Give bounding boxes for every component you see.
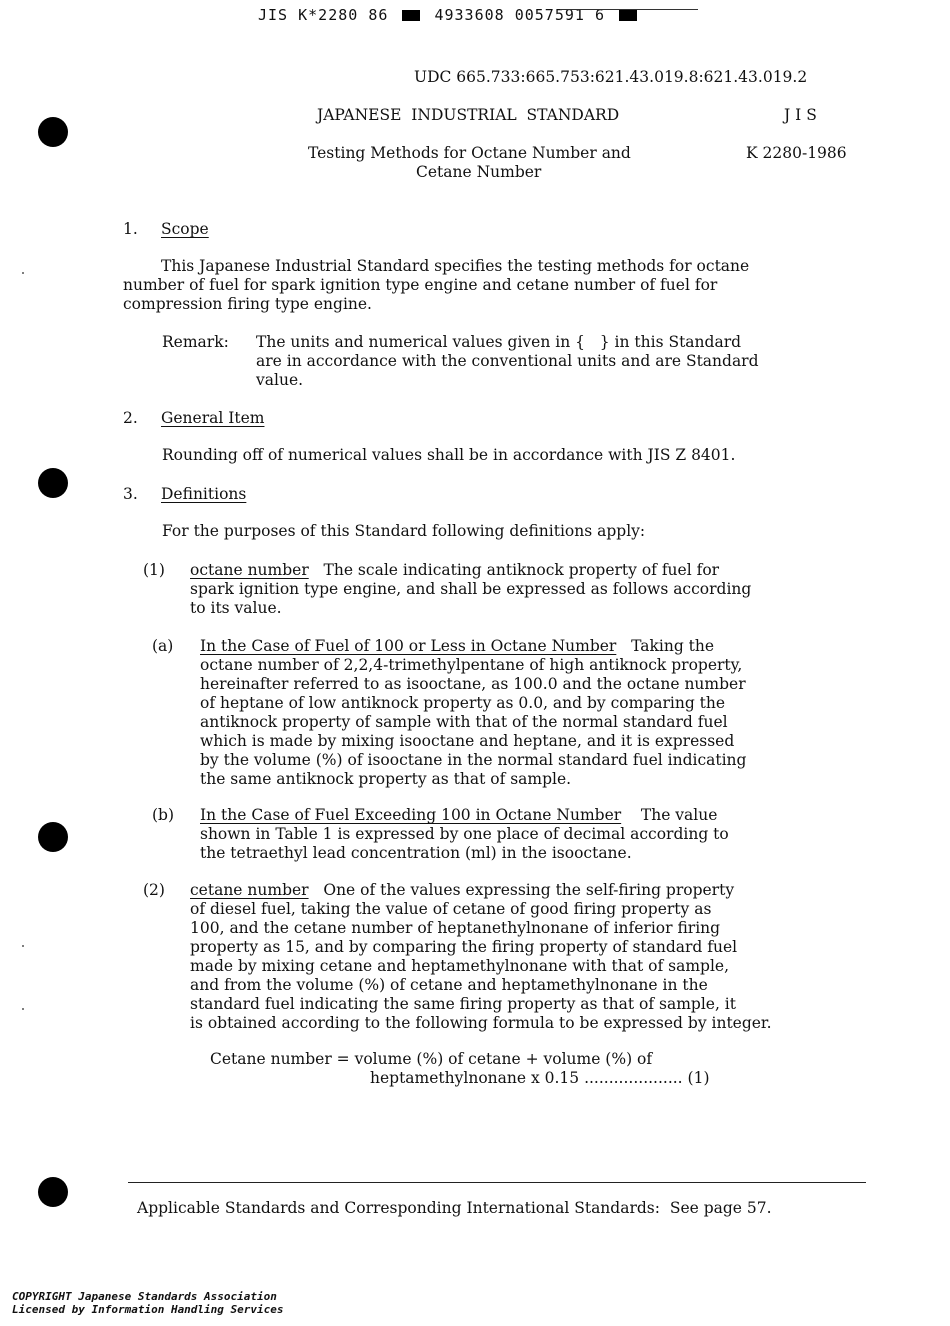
section-number: 1.	[123, 220, 138, 238]
copyright-notice	[12, 1290, 284, 1316]
item2-line: One of the values expressing the self-firing property	[323, 881, 735, 899]
standard-number: K 2280-1986	[746, 144, 847, 162]
scope-body	[123, 257, 863, 314]
item1-line: spark ignition type engine, and shall be expressed as follows according	[190, 580, 752, 598]
section-scope-heading	[123, 220, 209, 239]
standard-title-line1: Testing Methods for Octane Number and	[308, 144, 631, 162]
item-b-label: (b)	[152, 806, 175, 824]
standard-type: JAPANESE INDUSTRIAL STANDARD	[317, 106, 620, 124]
scan-header-left: JIS K*2280 86	[258, 6, 389, 24]
item2-line: standard fuel indicating the same firing property as that of sample, it	[190, 995, 736, 1013]
scope-line: This Japanese Industrial Standard specifies the testing methods for octane	[161, 257, 750, 275]
speck	[22, 1008, 24, 1010]
jis-label: J I S	[784, 106, 817, 124]
item2-line: made by mixing cetane and heptamethylnonane with that of sample,	[190, 957, 730, 975]
item-b-body	[200, 806, 860, 863]
punch-hole-1	[38, 117, 68, 147]
item2-line: and from the volume (%) of cetane and heptamethylnonane in the	[190, 976, 708, 994]
item2-body	[190, 881, 880, 1033]
item-a-line: octane number of 2,2,4-trimethylpentane of high antiknock property,	[200, 656, 743, 674]
section-definitions-heading	[123, 485, 246, 504]
item-b-term: In the Case of Fuel Exceeding 100 in Octane Number	[200, 806, 622, 824]
section-title: General Item	[161, 409, 265, 427]
item1-term: octane number	[190, 561, 309, 579]
remark-line: The units and numerical values given in { } in this Standard	[256, 333, 742, 351]
item2-line: 100, and the cetane number of heptanethylnonane of inferior firing	[190, 919, 721, 937]
speck	[22, 272, 24, 274]
formula-line2: heptamethylnonane x 0.15 .................... (1)	[370, 1069, 710, 1087]
formula-line1: Cetane number = volume (%) of cetane + volume (%) of	[210, 1050, 653, 1068]
section-number: 3.	[123, 485, 138, 503]
item-a-line: Taking the	[631, 637, 715, 655]
punch-hole-3	[38, 822, 68, 852]
item-a-line: the same antiknock property as that of sample.	[200, 770, 572, 788]
item1-label: (1)	[143, 561, 165, 579]
scan-header-middle: 4933608 0057591 6	[434, 6, 605, 24]
applicable-standards-note: Applicable Standards and Corresponding International Standards: See page 57.	[137, 1199, 772, 1217]
item-b-line: shown in Table 1 is expressed by one place of decimal according to	[200, 825, 729, 843]
item1-body	[190, 561, 870, 618]
section-general-heading	[123, 409, 264, 428]
item-a-line: by the volume (%) of isooctane in the normal standard fuel indicating	[200, 751, 747, 769]
item1-line: The scale indicating antiknock property of fuel for	[323, 561, 720, 579]
scan-header-rule	[560, 9, 698, 10]
item-b-line: the tetraethyl lead concentration (ml) in the isooctane.	[200, 844, 632, 862]
general-body: Rounding off of numerical values shall be in accordance with JIS Z 8401.	[162, 446, 736, 464]
copyright-line: COPYRIGHT Japanese Standards Association	[12, 1290, 277, 1303]
item-a-label: (a)	[152, 637, 174, 655]
item2-line: is obtained according to the following formula to be expressed by integer.	[190, 1014, 772, 1032]
footnote-rule	[128, 1182, 866, 1183]
item2-line: of diesel fuel, taking the value of cetane of good firing property as	[190, 900, 712, 918]
standard-title-line2: Cetane Number	[416, 163, 542, 181]
speck	[22, 945, 24, 947]
item2-line: property as 15, and by comparing the firing property of standard fuel	[190, 938, 738, 956]
item-a-term: In the Case of Fuel of 100 or Less in Octane Number	[200, 637, 617, 655]
scan-block-mark	[619, 10, 637, 21]
item-a-body	[200, 637, 860, 789]
item1-line: to its value.	[190, 599, 282, 617]
scope-line: number of fuel for spark ignition type engine and cetane number of fuel for	[123, 276, 718, 294]
remark-body	[256, 333, 856, 390]
punch-hole-2	[38, 468, 68, 498]
copyright-line: Licensed by Information Handling Services	[12, 1303, 284, 1316]
section-title: Definitions	[161, 485, 247, 503]
section-title: Scope	[161, 220, 209, 238]
remark-label: Remark:	[162, 333, 229, 351]
item-a-line: antiknock property of sample with that of the normal standard fuel	[200, 713, 728, 731]
punch-hole-4	[38, 1177, 68, 1207]
item2-term: cetane number	[190, 881, 309, 899]
section-number: 2.	[123, 409, 138, 427]
scan-block-mark	[402, 10, 420, 21]
item-a-line: hereinafter referred to as isooctane, as 100.0 and the octane number	[200, 675, 746, 693]
definitions-intro: For the purposes of this Standard following definitions apply:	[162, 522, 646, 540]
item-b-line: The value	[640, 806, 718, 824]
remark-line: are in accordance with the conventional units and are Standard	[256, 352, 759, 370]
udc-code: UDC 665.733:665.753:621.43.019.8:621.43.019.2	[414, 68, 808, 86]
item2-label: (2)	[143, 881, 165, 899]
item-a-line: of heptane of low antiknock property as 0.0, and by comparing the	[200, 694, 726, 712]
item-a-line: which is made by mixing isooctane and heptane, and it is expressed	[200, 732, 735, 750]
remark-line: value.	[256, 371, 304, 389]
scope-line: compression firing type engine.	[123, 295, 372, 313]
